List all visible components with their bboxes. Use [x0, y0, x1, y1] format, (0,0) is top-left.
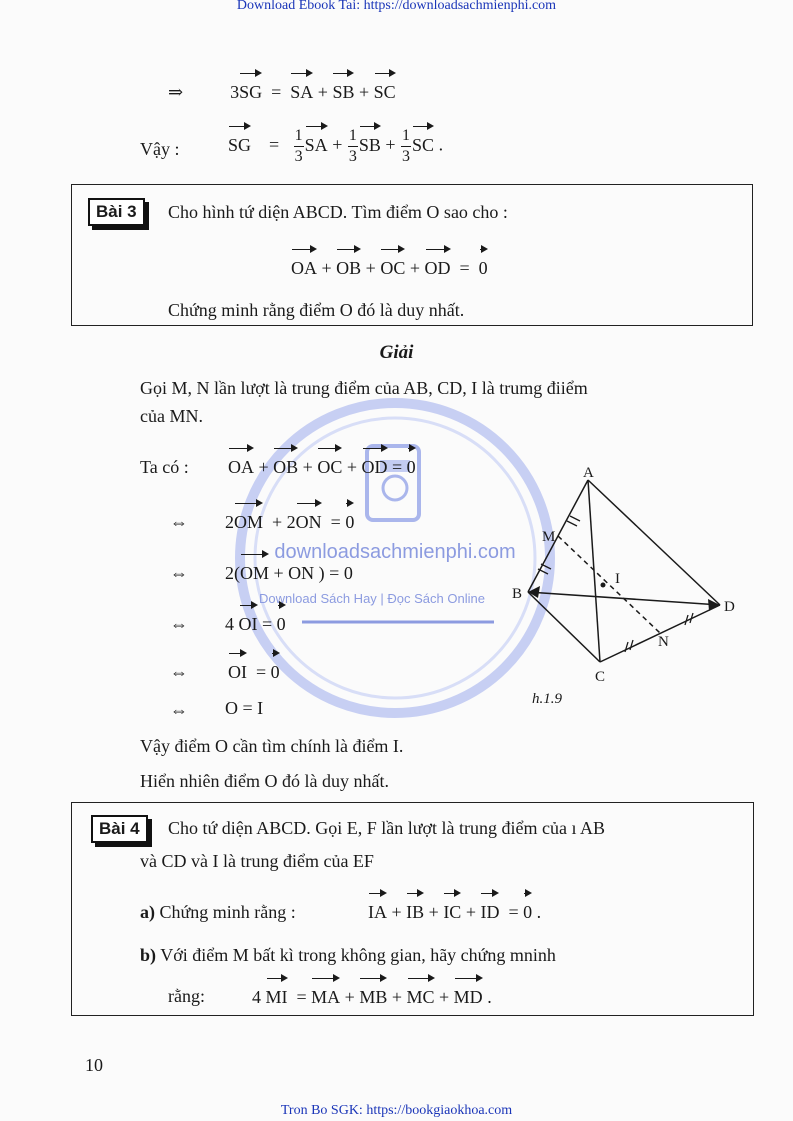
solution-step-6: O = I — [225, 698, 264, 718]
derivation-line-1: ⇒ 3SG = SA + SB + SC — [168, 82, 396, 102]
solution-step-4: 4 OI = 0 — [225, 614, 286, 634]
exercise-4-part-a-equation: IA + IB + IC + ID = 0 . — [368, 902, 542, 922]
part-b-label: b) — [140, 945, 157, 965]
edge-bc — [528, 592, 600, 662]
tetrahedron-figure — [500, 465, 770, 715]
label-d: D — [724, 599, 735, 615]
exercise-4-statement-line-1: Cho tứ diện ABCD. Gọi E, F lần lượt là trung điểm của ı AB — [168, 818, 606, 838]
header-download-link[interactable]: Download Ebook Tai: https://downloadsachmienphi.com — [236, 0, 557, 13]
label-a: A — [583, 465, 594, 481]
label-n: N — [658, 634, 669, 650]
exercise-4-part-a: a) Chứng minh rằng : — [140, 902, 296, 922]
exercise-3-equation: OA + OB + OC + OD = 0 — [291, 258, 488, 278]
solution-conclusion-2: Hiển nhiên điểm O đó là duy nhất. — [140, 771, 389, 791]
ta-co-label: Ta có : — [140, 457, 189, 477]
solution-step-5: OI = 0 — [228, 662, 280, 682]
exercise-4-part-b-prefix: rằng: — [168, 986, 205, 1006]
arrowhead-d — [708, 599, 720, 611]
label-m: M — [542, 529, 556, 545]
exercise-3-statement: Cho hình tứ diện ABCD. Tìm điểm O sao cho : — [168, 202, 508, 222]
label-b: B — [512, 586, 523, 602]
segment-mn — [558, 536, 660, 633]
label-i: I — [615, 571, 620, 587]
exercise-4-part-b-equation: 4 MI = MA + MB + MC + MD . — [252, 987, 492, 1007]
conclusion-label: Vậy : — [140, 139, 180, 159]
page-number: 10 — [85, 1055, 103, 1075]
solution-step-2: 2OM + 2ON = 0 — [225, 512, 355, 532]
label-c: C — [595, 669, 606, 685]
solution-intro-line-1: Gọi M, N lần lượt là trung điểm của AB, CD, I là trumg điiểm — [140, 378, 588, 398]
solution-conclusion-1: Vậy điểm O cần tìm chính là điểm I. — [140, 736, 404, 756]
exercise-3-proof-request: Chứng minh rằng điểm O đó là duy nhất. — [168, 300, 465, 320]
watermark-site: downloadsachmienphi.com — [274, 541, 516, 563]
edge-ad — [588, 480, 720, 605]
exercise-4-part-b: b) Với điểm M bất kì trong không gian, hãy chứng mninh — [140, 945, 556, 965]
solution-step-3: 2(OM + ON ) = 0 — [225, 563, 353, 583]
derivation-line-2: SG = $\frac{1}{3}$ SA + $\frac{1}{3}$ SB + $\frac{1}{3}$ SC . — [228, 127, 444, 165]
equiv-symbol-1: ⇔ — [170, 512, 188, 532]
solution-intro-line-2: của MN. — [140, 406, 203, 426]
edge-ac — [588, 480, 600, 662]
exercise-3-badge: Bài 3 — [88, 198, 145, 226]
footer-sgk-link[interactable]: Tron Bo SGK: https://bookgiaokhoa.com — [280, 1103, 513, 1118]
implies-symbol: ⇒ — [168, 82, 184, 102]
equiv-symbol-5: ⇔ — [170, 700, 188, 720]
equiv-symbol-4: ⇔ — [170, 662, 188, 682]
figure-caption: h.1.9 — [532, 691, 562, 707]
exercise-4-badge: Bài 4 — [91, 815, 148, 843]
equiv-symbol-2: ⇔ — [170, 563, 188, 583]
equiv-symbol-3: ⇔ — [170, 614, 188, 634]
exercise-4-statement-line-2: và CD và I là trung điểm của EF — [140, 851, 374, 871]
solution-step-1: OA + OB + OC + OD = 0 — [228, 457, 416, 477]
point-i — [601, 583, 606, 588]
watermark-tagline: Download Sách Hay | Đọc Sách Online — [259, 591, 485, 606]
solution-title: Giải — [379, 342, 414, 363]
part-a-label: a) — [140, 902, 155, 922]
tick-marks-ab — [538, 516, 580, 574]
